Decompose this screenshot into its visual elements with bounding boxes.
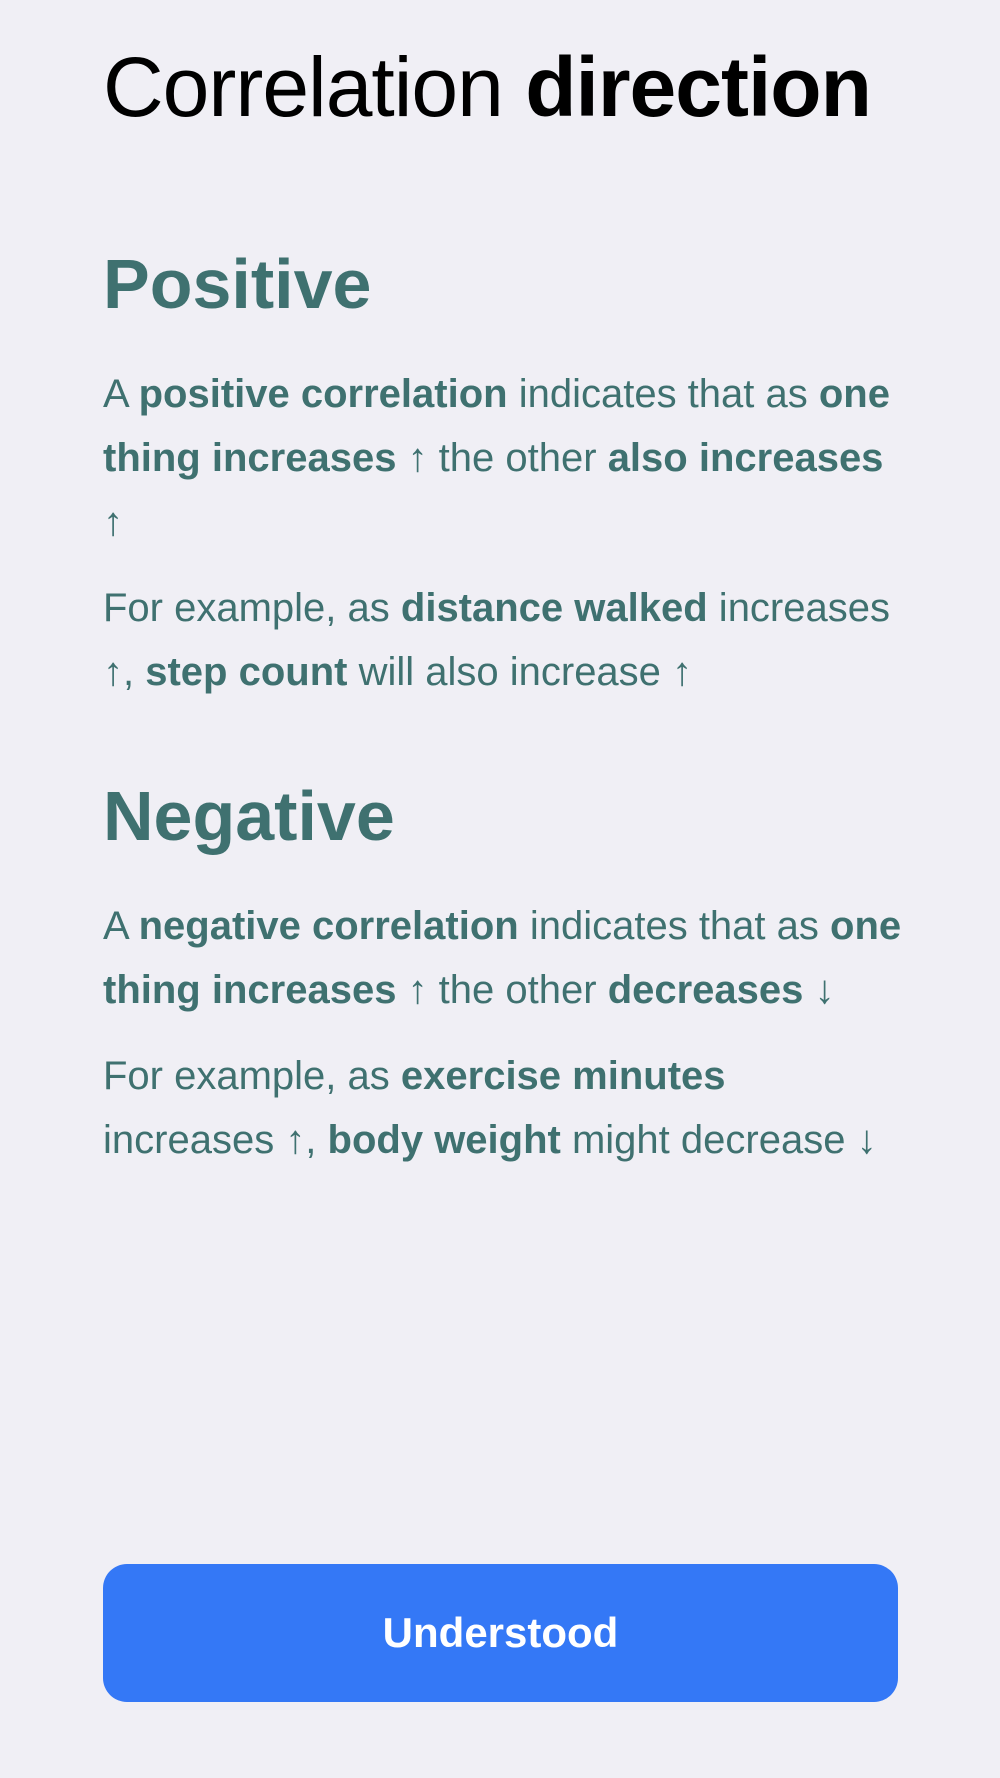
page-title-bold: direction bbox=[525, 40, 871, 134]
understood-button[interactable]: Understood bbox=[103, 1564, 898, 1702]
page-title-regular: Correlation bbox=[103, 40, 526, 134]
page-title bbox=[103, 40, 903, 134]
negative-example: For example, as exercise minutes increases ↑, body weight might decrease ↓ bbox=[103, 1054, 877, 1162]
positive-heading: Positive bbox=[103, 245, 372, 323]
negative-definition: A negative correlation indicates that as one thing increases ↑ the other decreases ↓ bbox=[103, 904, 902, 1012]
content bbox=[103, 40, 903, 1194]
positive-example: For example, as distance walked increases ↑, step count will also increase ↑ bbox=[103, 586, 890, 694]
negative-heading: Negative bbox=[103, 777, 395, 855]
positive-definition: A positive correlation indicates that as one thing increases ↑ the other also increases ↑ bbox=[103, 372, 890, 544]
